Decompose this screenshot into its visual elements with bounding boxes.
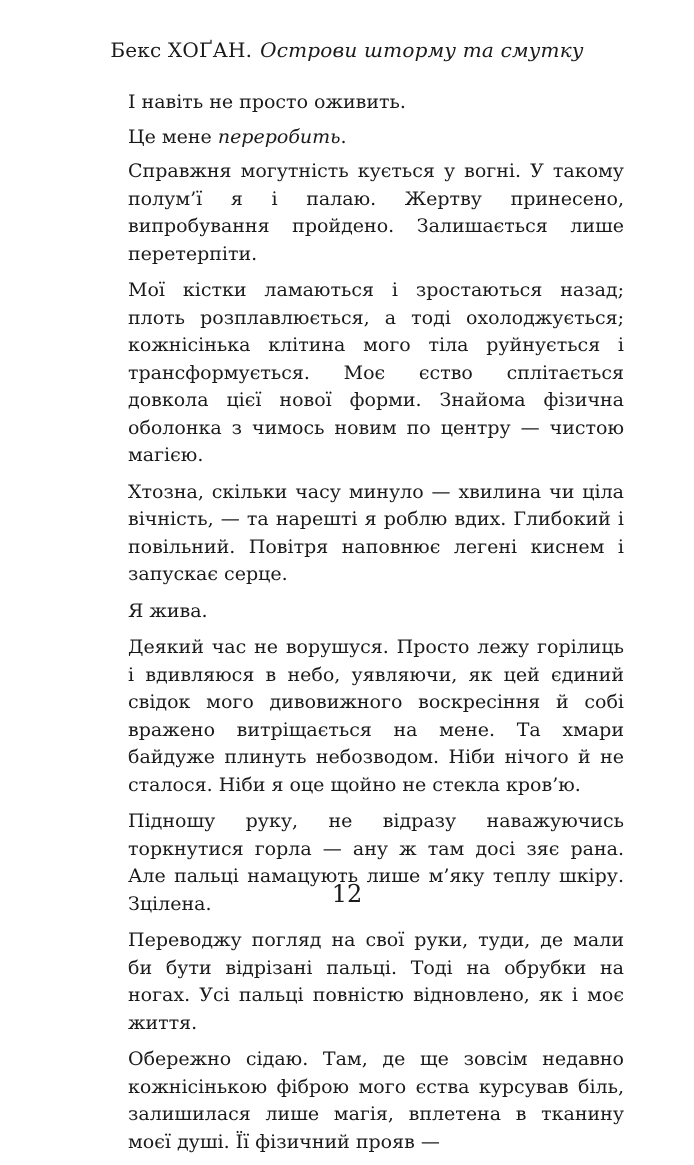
paragraph: І навіть не просто оживить. [128, 91, 406, 113]
paragraph: Підношу руку, не відразу наважуючись торкнутися горла — ану ж там досі зяє рана. Але пальці намацують лише м’яку теплу шкіру. Зцілена. [128, 810, 624, 915]
running-header [0, 38, 694, 62]
page-number: 12 [331, 880, 363, 908]
page-body [128, 89, 624, 1165]
header-book-title: Острови шторму та смутку [260, 38, 584, 62]
paragraph: Справжня могутність кується у вогні. У такому полум’ї я і палаю. Жертву принесено, випробування пройдено. Залишається лише перетерпіти. [128, 160, 624, 265]
emphasis-word: переробить [217, 125, 341, 148]
paragraph: Обережно сідаю. Там, де ще зовсім недавно кожнісінькою фіброю мого єства курсував біль, залишилася лише магія, вплетена в тканину моєї душі. Її фізичний прояв — [128, 1048, 624, 1153]
paragraph: Я жива. [128, 599, 208, 622]
paragraph: Деякий час не ворушуся. Просто лежу горілиць і вдивляюся в небо, уявляючи, як цей єдиний свідок мого дивовижного воскресіння й собі вражено витріщається на мене. Та хмари байдуже плинуть небозводом. Ніби нічого й не сталося. Ніби я оце щойно не стекла кров’ю. [128, 636, 624, 796]
paragraph: Хтозна, скільки часу минуло — хвилина чи ціла вічність, — та нарешті я роблю вдих. Глибокий і повільний. Повітря наповнює легені киснем і запускає серце. [128, 480, 624, 585]
paragraph: Це мене переробить. [128, 125, 347, 148]
paragraph: Переводжу погляд на свої руки, туди, де мали би бути відрізані пальці. Тоді на обрубки на ногах. Усі пальці повністю відновлено, як і моє життя. [128, 929, 624, 1034]
header-author: Бекс ХОҐАН. [110, 38, 253, 62]
paragraph: Мої кістки ламаються і зростаються назад; плоть розплавлюється, а тоді охолоджується; кожнісінька клітина мого тіла руйнується і трансформується. Моє єство сплітається довкола цієї нової форми. Знайома фізична оболонка з чимось новим по центру — чистою магією. [128, 279, 624, 466]
